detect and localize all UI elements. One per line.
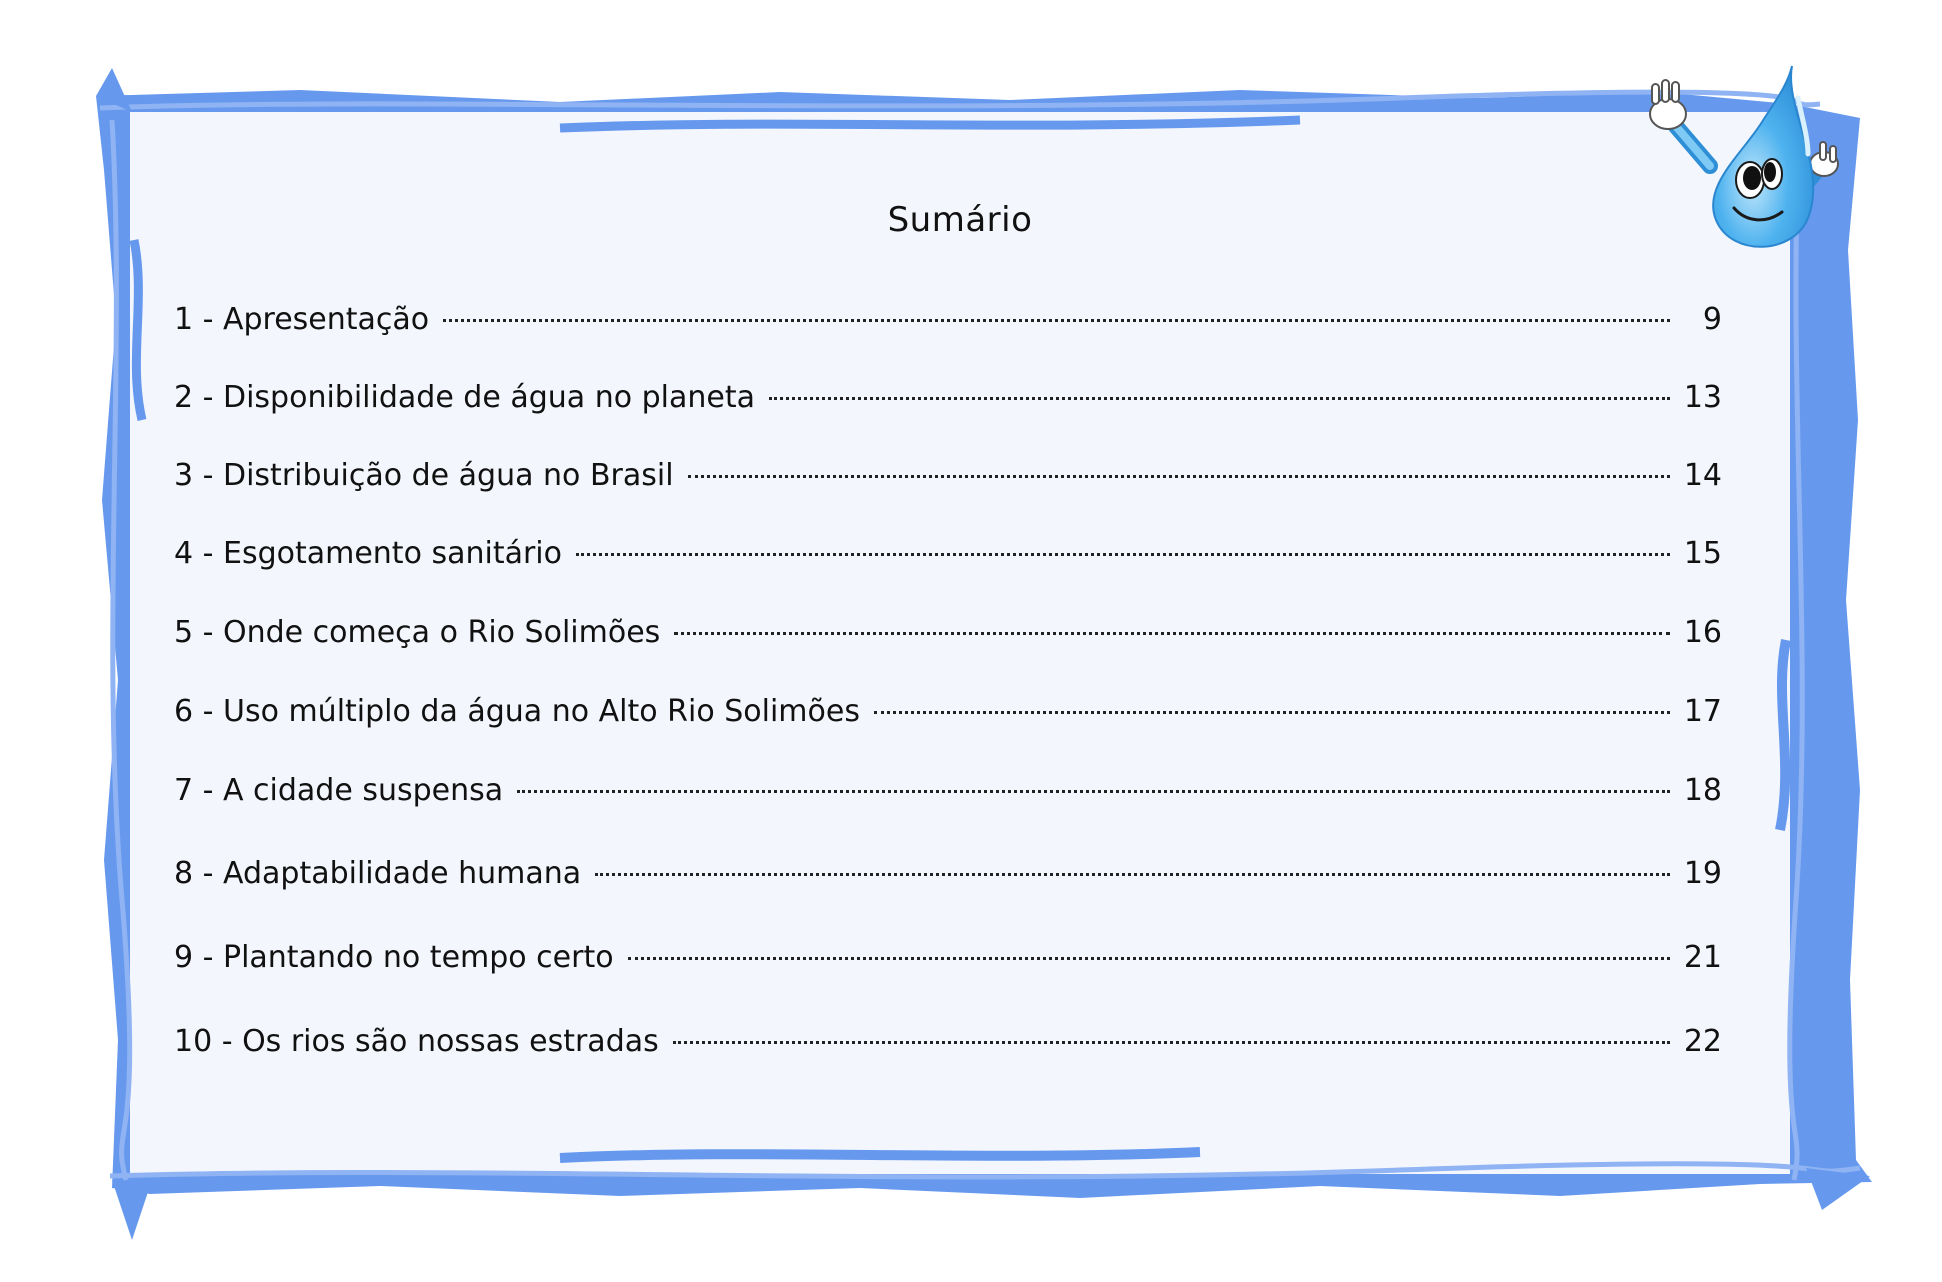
mascot-right-glove — [1810, 142, 1838, 176]
toc-dot-leader — [517, 790, 1670, 793]
toc-page-number: 22 — [1683, 1024, 1722, 1059]
toc-entry-title: 1 - Apresentação — [174, 302, 430, 337]
toc-dot-leader — [674, 632, 1670, 635]
toc-page-number: 18 — [1683, 773, 1722, 808]
toc-dot-leader — [769, 397, 1670, 400]
toc-page-number: 14 — [1683, 458, 1722, 493]
toc-entry[interactable] — [174, 302, 1722, 346]
mascot-left-glove — [1650, 80, 1686, 129]
toc-entry[interactable] — [174, 694, 1722, 738]
water-drop-mascot-icon — [1612, 58, 1842, 258]
mascot-left-arm-inner — [1674, 124, 1710, 166]
toc-page-number: 13 — [1683, 380, 1722, 415]
toc-entry[interactable] — [174, 615, 1722, 659]
toc-page-number: 16 — [1683, 615, 1722, 650]
mascot-pupil-left — [1743, 166, 1761, 190]
toc-entry[interactable] — [174, 458, 1722, 502]
toc-entry-title: 10 - Os rios são nossas estradas — [174, 1024, 659, 1059]
toc-entry[interactable] — [174, 773, 1722, 817]
table-of-contents-page — [130, 112, 1790, 1174]
mascot-pupil-right — [1764, 162, 1776, 182]
toc-dot-leader — [576, 553, 1670, 556]
toc-entry[interactable] — [174, 856, 1722, 900]
toc-dot-leader — [595, 873, 1670, 876]
toc-page-number: 9 — [1702, 302, 1722, 337]
toc-entry[interactable] — [174, 536, 1722, 580]
toc-entry-title: 4 - Esgotamento sanitário — [174, 536, 562, 571]
toc-entry[interactable] — [174, 940, 1722, 984]
toc-entry[interactable] — [174, 380, 1722, 424]
toc-entry-title: 3 - Distribuição de água no Brasil — [174, 458, 674, 493]
toc-dot-leader — [688, 475, 1670, 478]
toc-page-number: 17 — [1683, 694, 1722, 729]
page-title: Sumário — [887, 200, 1033, 240]
toc-dot-leader — [443, 319, 1670, 322]
frame-tail-bottom-left — [112, 1180, 150, 1240]
toc-page-number: 19 — [1683, 856, 1722, 891]
toc-page-number: 21 — [1683, 940, 1722, 975]
toc-entry-title: 5 - Onde começa o Rio Solimões — [174, 615, 661, 650]
toc-entry-title: 2 - Disponibilidade de água no planeta — [174, 380, 755, 415]
toc-dot-leader — [874, 711, 1670, 714]
toc-page-number: 15 — [1683, 536, 1722, 571]
toc-entry-title: 8 - Adaptabilidade humana — [174, 856, 582, 891]
toc-dot-leader — [673, 1041, 1670, 1044]
toc-entry-title: 6 - Uso múltiplo da água no Alto Rio Solimões — [174, 694, 860, 729]
toc-dot-leader — [628, 957, 1670, 960]
toc-entry-title: 9 - Plantando no tempo certo — [174, 940, 614, 975]
toc-entry[interactable] — [174, 1024, 1722, 1068]
toc-entry-title: 7 - A cidade suspensa — [174, 773, 504, 808]
